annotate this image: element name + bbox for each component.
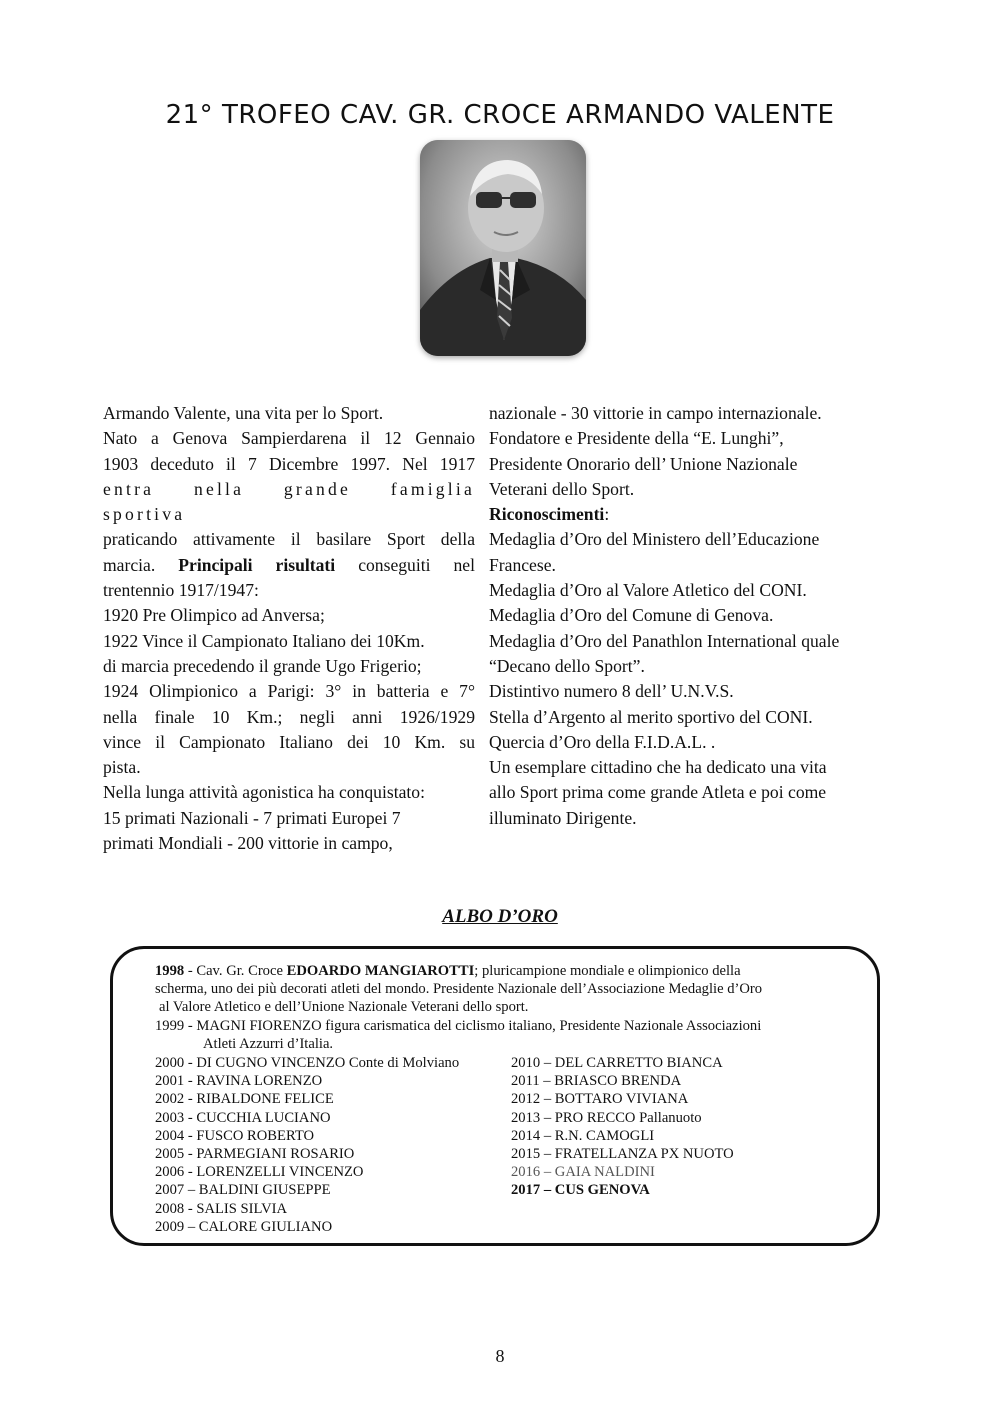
bio-line: Veterani dello Sport. bbox=[489, 478, 635, 499]
bio-line bbox=[489, 502, 897, 527]
albo-winner-name: EDOARDO MANGIAROTTI bbox=[286, 963, 475, 979]
albo-entry: 2012 – BOTTARO VIVIANA bbox=[511, 1091, 689, 1108]
albo-years-list-right bbox=[511, 1054, 871, 1200]
biography-left-column bbox=[103, 401, 475, 856]
page-number: 8 bbox=[495, 1346, 505, 1366]
albo-entry: 2008 - SALIS SILVIA bbox=[155, 1200, 288, 1217]
albo-entry: 2017 – CUS GENOVA bbox=[511, 1182, 650, 1199]
albo-entry: 2001 - RAVINA LORENZO bbox=[155, 1073, 323, 1090]
albo-entry: 2015 – FRATELLANZA PX NUOTO bbox=[511, 1146, 734, 1163]
albo-entry: 2011 – BRIASCO BRENDA bbox=[511, 1073, 682, 1090]
albo-text: - Cav. Gr. Croce bbox=[184, 963, 287, 979]
bio-line: Medaglia d’Oro del Ministero dell’Educazione bbox=[489, 529, 820, 550]
albo-entry: 2004 - FUSCO ROBERTO bbox=[155, 1127, 315, 1144]
albo-entry: 2013 – PRO RECCO Pallanuoto bbox=[511, 1109, 702, 1126]
albo-entry-1998-line3: al Valore Atletico e dell’Unione Nazionale Veterani dello sport. bbox=[159, 999, 529, 1016]
albo-entry: 2010 – DEL CARRETTO BIANCA bbox=[511, 1055, 723, 1071]
bio-line: Medaglia d’Oro al Valore Atletico del CONI. bbox=[489, 580, 807, 601]
albo-year: 1998 bbox=[155, 963, 185, 979]
bio-line: nella finale 10 Km.; negli anni 1926/1929 bbox=[103, 706, 475, 727]
bio-text: conseguiti nel bbox=[335, 554, 476, 575]
albo-doro-heading: ALBO D’ORO bbox=[442, 906, 558, 927]
bio-line: Presidente Onorario dell’ Unione Nazionale bbox=[489, 453, 798, 474]
bio-line: entra nella grande famiglia sportiva bbox=[103, 478, 475, 525]
albo-entry: 2000 - DI CUGNO VINCENZO Conte di Molviano bbox=[155, 1055, 460, 1071]
bio-line: Un esemplare cittadino che ha dedicato una vita bbox=[489, 757, 827, 778]
bio-line: “Decano dello Sport”. bbox=[489, 655, 645, 676]
bio-line: Fondatore e Presidente della “E. Lunghi”, bbox=[489, 428, 784, 449]
bio-line: Quercia d’Oro della F.I.D.A.L. . bbox=[489, 731, 716, 752]
bio-line: nazionale - 30 vittorie in campo internazionale. bbox=[489, 403, 822, 423]
bio-line: Francese. bbox=[489, 554, 556, 575]
bio-line: Medaglia d’Oro del Comune di Genova. bbox=[489, 605, 774, 626]
albo-entry-1998-line2: scherma, uno dei più decorati atleti del mondo. Presidente Nazionale dell’Associazione Medaglie d’Oro bbox=[155, 981, 763, 998]
albo-entry: 2003 - CUCCHIA LUCIANO bbox=[155, 1109, 331, 1126]
bio-line: 1922 Vince il Campionato Italiano dei 10Km. bbox=[103, 630, 425, 651]
albo-entry: 2007 – BALDINI GIUSEPPE bbox=[155, 1182, 331, 1199]
albo-text: ; pluricampione mondiale e olimpionico della bbox=[474, 963, 741, 979]
bio-line bbox=[103, 553, 475, 578]
biography-right-column bbox=[489, 401, 897, 831]
albo-entry-1999-line2: Atleti Azzurri d’Italia. bbox=[203, 1035, 334, 1052]
bio-line: Stella d’Argento al merito sportivo del CONI. bbox=[489, 706, 813, 727]
albo-entry-1999: 1999 - MAGNI FIORENZO figura carismatica del ciclismo italiano, Presidente Nazionale Associazioni bbox=[155, 1017, 762, 1034]
albo-entry: 2005 - PARMEGIANI ROSARIO bbox=[155, 1146, 355, 1163]
albo-entry: 2014 – R.N. CAMOGLI bbox=[511, 1127, 655, 1144]
bio-text: marcia. bbox=[103, 554, 179, 575]
portrait-image bbox=[420, 140, 586, 356]
bio-bold-text: Principali risultati bbox=[178, 554, 336, 575]
bio-line: Distintivo numero 8 dell’ U.N.V.S. bbox=[489, 681, 734, 702]
albo-doro-intro bbox=[155, 962, 875, 1053]
bio-line: vince il Campionato Italiano dei 10 Km. su bbox=[103, 731, 475, 752]
bio-line: Medaglia d’Oro del Panathlon International quale bbox=[489, 630, 840, 651]
page-title: 21° TROFEO CAV. GR. CROCE ARMANDO VALENTE bbox=[165, 100, 835, 130]
bio-line: Nato a Genova Sampierdarena il 12 Gennaio bbox=[103, 428, 475, 449]
bio-line: 1924 Olimpionico a Parigi: 3° in batteria e 7° bbox=[103, 681, 475, 702]
bio-line: Nella lunga attività agonistica ha conquistato: bbox=[103, 782, 425, 803]
albo-entry: 2016 – GAIA NALDINI bbox=[511, 1164, 655, 1181]
bio-line: 15 primati Nazionali - 7 primati Europei 7 bbox=[103, 807, 401, 828]
bio-line: Armando Valente, una vita per lo Sport. bbox=[103, 403, 384, 423]
albo-entry: 2006 - LORENZELLI VINCENZO bbox=[155, 1164, 364, 1181]
bio-line: 1903 deceduto il 7 Dicembre 1997. Nel 1917 bbox=[103, 453, 475, 474]
bio-line: trentennio 1917/1947: bbox=[103, 580, 259, 601]
bio-line: di marcia precedendo il grande Ugo Frigerio; bbox=[103, 655, 422, 676]
albo-entry: 2009 – CALORE GIULIANO bbox=[155, 1218, 333, 1235]
bio-line: pista. bbox=[103, 757, 141, 778]
bio-text: : bbox=[604, 504, 610, 525]
bio-line: 1920 Pre Olimpico ad Anversa; bbox=[103, 605, 325, 626]
albo-entry: 2002 - RIBALDONE FELICE bbox=[155, 1091, 334, 1108]
albo-years-list-left bbox=[155, 1054, 515, 1236]
bio-line: allo Sport prima come grande Atleta e poi come bbox=[489, 782, 827, 803]
bio-line: illuminato Dirigente. bbox=[489, 807, 637, 828]
honors-heading: Riconoscimenti bbox=[489, 504, 605, 525]
portrait-photo bbox=[420, 140, 586, 356]
albo-entry-1998 bbox=[155, 962, 875, 980]
bio-line: praticando attivamente il basilare Sport della bbox=[103, 529, 475, 550]
bio-line: primati Mondiali - 200 vittorie in campo, bbox=[103, 833, 393, 854]
